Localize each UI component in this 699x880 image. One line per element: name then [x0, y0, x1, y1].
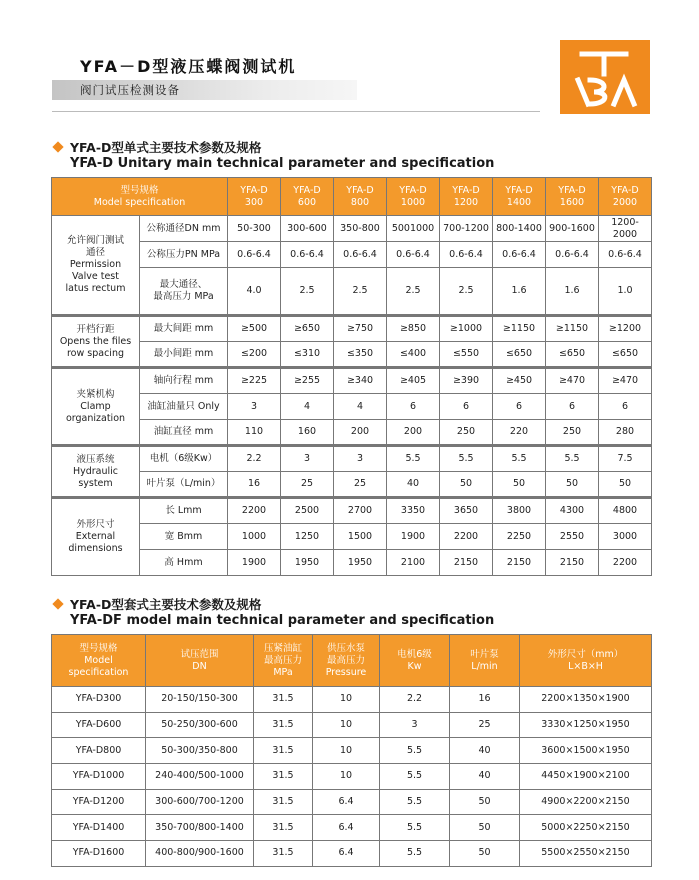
param-line: 最大通径、 — [159, 279, 208, 290]
header-model-cell — [334, 178, 387, 216]
value-cell: 6 — [546, 394, 599, 420]
value-cell: ≥470 — [546, 368, 599, 394]
cell-line: Permission — [69, 259, 122, 270]
value-cell: 50 — [440, 472, 493, 498]
table-row — [52, 712, 652, 738]
cell-line: 压紧油缸 — [263, 642, 302, 654]
spec-row — [52, 550, 652, 576]
value-cell: ≥850 — [387, 316, 440, 342]
table-cell: 240-400/500-1000 — [146, 764, 254, 790]
param-label: 叶片泵（L/min） — [140, 472, 228, 498]
value-cell: 0.6-6.4 — [334, 242, 387, 268]
cell-line: 型号规格 — [79, 642, 118, 654]
header-cell — [380, 635, 450, 687]
table-cell: 5.5 — [380, 841, 450, 867]
value-cell: 5.5 — [440, 446, 493, 472]
value-cell: 350-800 — [334, 216, 387, 242]
cell-line: Clamp — [80, 400, 111, 412]
value-cell: ≥1000 — [440, 316, 493, 342]
table-cell: 3 — [380, 712, 450, 738]
table-row — [52, 764, 652, 790]
cell-line: row spacing — [66, 347, 124, 359]
spec-row — [52, 394, 652, 420]
value-cell: 3800 — [493, 498, 546, 524]
cell-line: 1200 — [453, 196, 479, 208]
cell-line: L×B×H — [568, 660, 603, 672]
spec-row — [52, 498, 652, 524]
value-cell: ≥470 — [599, 368, 652, 394]
table-cell: 6.4 — [313, 789, 380, 815]
cell-line: 叶片泵 — [470, 648, 499, 660]
cell-line: dimensions — [68, 543, 123, 554]
value-cell: 2200 — [228, 498, 281, 524]
value-cell: 2200 — [599, 550, 652, 576]
cell-line: 外形尺寸（mm） — [547, 648, 624, 660]
spec-row — [52, 342, 652, 368]
section2-heading — [52, 597, 494, 629]
value-cell: 280 — [599, 420, 652, 446]
table-cell: 350-700/800-1400 — [146, 815, 254, 841]
group-label — [52, 368, 140, 446]
value-cell: ≥1150 — [546, 316, 599, 342]
value-cell: ≥340 — [334, 368, 387, 394]
cell-line: 通径 — [85, 247, 105, 258]
cell-line: specification — [68, 666, 129, 678]
value-cell: 25 — [334, 472, 387, 498]
group-label — [52, 216, 140, 316]
value-cell: ≥750 — [334, 316, 387, 342]
value-cell: 110 — [228, 420, 281, 446]
cell-line: 最高压力 — [263, 654, 302, 666]
header-cell — [520, 635, 652, 687]
header-cell — [313, 635, 380, 687]
cell-line: organization — [65, 412, 126, 424]
value-cell: 0.6-6.4 — [387, 242, 440, 268]
table-cell: 2200×1350×1900 — [520, 687, 652, 713]
page-title: YFA－D型液压蝶阀测试机 — [80, 57, 297, 76]
section1-heading — [52, 140, 494, 172]
value-cell: 5.5 — [493, 446, 546, 472]
value-cell: 2.5 — [281, 268, 334, 316]
value-cell: 50 — [493, 472, 546, 498]
table-cell: 31.5 — [254, 712, 313, 738]
value-cell: ≥390 — [440, 368, 493, 394]
value-cell: 3650 — [440, 498, 493, 524]
table-cell: 5.5 — [380, 789, 450, 815]
table-cell: 31.5 — [254, 738, 313, 764]
value-cell: ≥255 — [281, 368, 334, 394]
value-cell: 25 — [281, 472, 334, 498]
table-cell: 50 — [450, 815, 520, 841]
cell-line: YFA-D — [346, 184, 374, 196]
cell-line: 电机6级 — [397, 648, 432, 660]
header-model-cell — [546, 178, 599, 216]
table-cell: YFA-D600 — [52, 712, 146, 738]
header-model-spec — [52, 178, 228, 216]
table-cell: 31.5 — [254, 687, 313, 713]
value-cell: 1900 — [228, 550, 281, 576]
table-cell: YFA-D800 — [52, 738, 146, 764]
set-spec-table — [51, 634, 652, 867]
cell-line: YFA-D — [293, 184, 321, 196]
table-cell: 50 — [450, 841, 520, 867]
value-cell: 16 — [228, 472, 281, 498]
header-row — [52, 635, 652, 687]
table-cell: 20-150/150-300 — [146, 687, 254, 713]
value-cell: 3000 — [599, 524, 652, 550]
value-cell: 4.0 — [228, 268, 281, 316]
value-cell: 220 — [493, 420, 546, 446]
header-model-cell — [281, 178, 334, 216]
value-cell: ≤400 — [387, 342, 440, 368]
value-cell: 1.6 — [493, 268, 546, 316]
table-cell: 50-300/350-800 — [146, 738, 254, 764]
param-label: 最小间距 mm — [140, 342, 228, 368]
value-cell: ≤550 — [440, 342, 493, 368]
spec-row — [52, 368, 652, 394]
value-cell: 2150 — [493, 550, 546, 576]
diamond-bullet-icon — [52, 598, 63, 609]
section1-title-en: YFA-D Unitary main technical parameter and specification — [70, 156, 495, 171]
table-cell: 6.4 — [313, 841, 380, 867]
header-model-cell — [440, 178, 493, 216]
header-cell — [254, 635, 313, 687]
table-cell: 50-250/300-600 — [146, 712, 254, 738]
param-label: 油缸油量只 Only — [140, 394, 228, 420]
unitary-spec-table — [51, 177, 652, 576]
cell-line: DN — [192, 660, 207, 672]
table-cell: 5000×2250×2150 — [520, 815, 652, 841]
cell-line: YFA-D — [240, 184, 268, 196]
cell-line: Opens the files — [59, 335, 132, 347]
value-cell: 6 — [440, 394, 493, 420]
cell-line: YFA-D — [399, 184, 427, 196]
value-cell: 2550 — [546, 524, 599, 550]
cell-line: system — [78, 477, 113, 489]
table-cell: 2.2 — [380, 687, 450, 713]
cell-line: External — [75, 531, 116, 542]
cell-line: 1400 — [506, 196, 532, 208]
header-model-cell — [599, 178, 652, 216]
section2-title-en: YFA-DF model main technical parameter and specification — [70, 613, 495, 628]
value-cell: 0.6-6.4 — [493, 242, 546, 268]
header-model-cell — [228, 178, 281, 216]
table-cell: 5500×2550×2150 — [520, 841, 652, 867]
cell-line: latus rectum — [65, 283, 126, 294]
cell-line: Hydraulic — [72, 465, 119, 477]
value-cell: 50-300 — [228, 216, 281, 242]
value-cell: 1900 — [387, 524, 440, 550]
value-cell: ≥1150 — [493, 316, 546, 342]
table-cell: 4900×2200×2150 — [520, 789, 652, 815]
cell-line: 供压水泵 — [326, 642, 365, 654]
value-cell: ≤350 — [334, 342, 387, 368]
table-cell: 31.5 — [254, 789, 313, 815]
value-cell: 200 — [334, 420, 387, 446]
value-cell: 3 — [334, 446, 387, 472]
value-cell: 2200 — [440, 524, 493, 550]
value-cell: 1.0 — [599, 268, 652, 316]
table-cell: YFA-D300 — [52, 687, 146, 713]
cell-line: 最高压力 — [326, 654, 365, 666]
cell-line: 液压系统 — [76, 453, 115, 465]
cell-line: 2000 — [612, 196, 638, 208]
value-cell: 2150 — [546, 550, 599, 576]
value-cell: 2.2 — [228, 446, 281, 472]
table-cell: 31.5 — [254, 815, 313, 841]
value-cell: 2700 — [334, 498, 387, 524]
table-cell: 5.5 — [380, 815, 450, 841]
table-cell: 10 — [313, 687, 380, 713]
spec-row — [52, 420, 652, 446]
param-label: 公称通径DN mm — [140, 216, 228, 242]
value-cell: 250 — [440, 420, 493, 446]
value-cell: 50 — [599, 472, 652, 498]
cell-line: L/min — [471, 660, 498, 672]
cell-line: 开档行距 — [76, 323, 115, 335]
table-cell: YFA-D1200 — [52, 789, 146, 815]
value-cell: 2250 — [493, 524, 546, 550]
diamond-bullet-icon — [52, 141, 63, 152]
value-cell: 2.5 — [387, 268, 440, 316]
value-cell: 6 — [387, 394, 440, 420]
value-cell: 1000 — [228, 524, 281, 550]
table-cell: 3600×1500×1950 — [520, 738, 652, 764]
value-cell: 0.6-6.4 — [546, 242, 599, 268]
value-cell: 900-1600 — [546, 216, 599, 242]
param-label: 最大间距 mm — [140, 316, 228, 342]
cell-line: 1600 — [559, 196, 585, 208]
param-label: 轴向行程 mm — [140, 368, 228, 394]
cell-line: 300 — [244, 196, 264, 208]
cell-line: 允许阀门测试 — [66, 235, 124, 246]
table-row — [52, 841, 652, 867]
cell-line: Kw — [407, 660, 422, 672]
company-logo — [560, 40, 650, 114]
value-cell: 0.6-6.4 — [599, 242, 652, 268]
group-label — [52, 498, 140, 576]
param-line: 最高压力 MPa — [153, 291, 214, 302]
cell-line: 外形尺寸 — [76, 519, 115, 530]
section1-title-cn: YFA-D型单式主要技术参数及规格 — [70, 140, 262, 155]
cell-line: MPa — [273, 666, 293, 678]
value-cell: 1500 — [334, 524, 387, 550]
table-cell: YFA-D1400 — [52, 815, 146, 841]
cell-line: Model specification — [93, 196, 186, 208]
value-cell: ≤200 — [228, 342, 281, 368]
table-cell: 16 — [450, 687, 520, 713]
cell-line: YFA-D — [452, 184, 480, 196]
value-cell: 0.6-6.4 — [281, 242, 334, 268]
table-cell: 4450×1900×2100 — [520, 764, 652, 790]
cell-line: 800 — [350, 196, 370, 208]
value-cell: 0.6-6.4 — [228, 242, 281, 268]
value-cell: 1950 — [281, 550, 334, 576]
spec-row — [52, 268, 652, 316]
table-cell: 50 — [450, 789, 520, 815]
spec-row — [52, 242, 652, 268]
param-label: 公称压力PN MPa — [140, 242, 228, 268]
value-cell: ≥405 — [387, 368, 440, 394]
logo-icon — [560, 40, 650, 114]
param-label: 电机（6级Kw） — [140, 446, 228, 472]
value-cell: ≥500 — [228, 316, 281, 342]
value-cell: ≤650 — [546, 342, 599, 368]
value-cell: 4 — [334, 394, 387, 420]
table-cell: 40 — [450, 764, 520, 790]
header-cell — [146, 635, 254, 687]
value-cell: 2.5 — [334, 268, 387, 316]
table-cell: 10 — [313, 712, 380, 738]
value-cell: 2100 — [387, 550, 440, 576]
group-label — [52, 316, 140, 368]
cell-line: Valve test — [72, 271, 119, 282]
param-label: 高 Hmm — [140, 550, 228, 576]
param-label: 油缸直径 mm — [140, 420, 228, 446]
value-cell: 250 — [546, 420, 599, 446]
value-cell: 800-1400 — [493, 216, 546, 242]
cell-line: YFA-D — [505, 184, 533, 196]
table-cell: 6.4 — [313, 815, 380, 841]
param-label: 长 Lmm — [140, 498, 228, 524]
value-cell: 6 — [493, 394, 546, 420]
value-cell: ≤310 — [281, 342, 334, 368]
table-cell: 10 — [313, 738, 380, 764]
value-cell: 1950 — [334, 550, 387, 576]
table-cell: 400-800/900-1600 — [146, 841, 254, 867]
value-cell: ≤650 — [599, 342, 652, 368]
value-cell: 3350 — [387, 498, 440, 524]
param-label: 宽 Bmm — [140, 524, 228, 550]
value-cell: ≥1200 — [599, 316, 652, 342]
spec-row — [52, 446, 652, 472]
value-cell: 50 — [546, 472, 599, 498]
table-row — [52, 738, 652, 764]
value-cell: 2150 — [440, 550, 493, 576]
table-cell: 5.5 — [380, 764, 450, 790]
value-cell: ≥225 — [228, 368, 281, 394]
table-cell: YFA-D1000 — [52, 764, 146, 790]
value-cell: 4800 — [599, 498, 652, 524]
value-cell: 3 — [281, 446, 334, 472]
table-cell: 31.5 — [254, 841, 313, 867]
spec-row — [52, 316, 652, 342]
cell-line: 600 — [297, 196, 317, 208]
table-cell: 3330×1250×1950 — [520, 712, 652, 738]
param-label — [140, 268, 228, 316]
header-row — [52, 178, 652, 216]
header-cell — [450, 635, 520, 687]
cell-line: YFA-D — [611, 184, 639, 196]
value-cell: 160 — [281, 420, 334, 446]
cell-line: 型号规格 — [120, 184, 159, 196]
table-cell: 300-600/700-1200 — [146, 789, 254, 815]
table-row — [52, 815, 652, 841]
page-subtitle: 阀门试压检测设备 — [80, 83, 180, 97]
table-cell: 10 — [313, 764, 380, 790]
value-cell: 5001000 — [387, 216, 440, 242]
section2-title-cn: YFA-D型套式主要技术参数及规格 — [70, 597, 262, 612]
header-model-cell — [493, 178, 546, 216]
table-row — [52, 687, 652, 713]
spec-row — [52, 472, 652, 498]
value-cell: 1250 — [281, 524, 334, 550]
value-cell: 40 — [387, 472, 440, 498]
value-cell: ≥650 — [281, 316, 334, 342]
value-cell: 2.5 — [440, 268, 493, 316]
group-label — [52, 446, 140, 498]
cell-line: YFA-D — [558, 184, 586, 196]
value-cell: ≤650 — [493, 342, 546, 368]
cell-line: 夹紧机构 — [76, 388, 115, 400]
cell-line: 试压范围 — [180, 648, 219, 660]
spec-row — [52, 216, 652, 242]
cell-line: 1000 — [400, 196, 426, 208]
cell-line: Model — [84, 654, 113, 666]
value-cell: 5.5 — [387, 446, 440, 472]
value-cell: 6 — [599, 394, 652, 420]
value-cell: 200 — [387, 420, 440, 446]
value-cell: 1.6 — [546, 268, 599, 316]
cell-line: Pressure — [325, 666, 367, 678]
value-cell: 7.5 — [599, 446, 652, 472]
header-cell — [52, 635, 146, 687]
header-model-cell — [387, 178, 440, 216]
value-cell: ≥450 — [493, 368, 546, 394]
value-cell: 0.6-6.4 — [440, 242, 493, 268]
value-cell: 4 — [281, 394, 334, 420]
value-cell: 3 — [228, 394, 281, 420]
spec-row — [52, 524, 652, 550]
table-cell: YFA-D1600 — [52, 841, 146, 867]
table-cell: 5.5 — [380, 738, 450, 764]
value-cell: 1200-2000 — [599, 216, 652, 242]
table-cell: 40 — [450, 738, 520, 764]
table-cell: 31.5 — [254, 764, 313, 790]
value-cell: 2500 — [281, 498, 334, 524]
value-cell: 300-600 — [281, 216, 334, 242]
table-row — [52, 789, 652, 815]
table-cell: 25 — [450, 712, 520, 738]
value-cell: 4300 — [546, 498, 599, 524]
value-cell: 700-1200 — [440, 216, 493, 242]
header-divider — [52, 111, 540, 112]
value-cell: 5.5 — [546, 446, 599, 472]
